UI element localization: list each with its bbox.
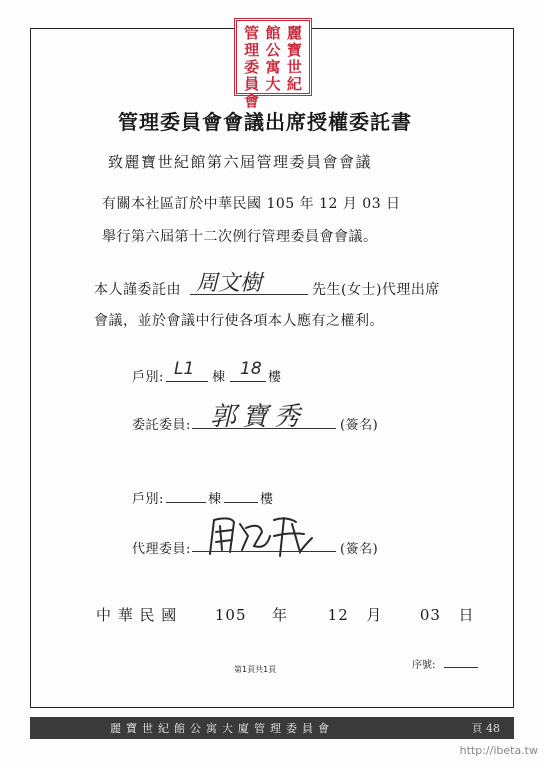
meeting-desc-line: 舉行第六屆第十二次例行管理委員會會議。: [102, 229, 378, 245]
proxy-name-underline: [190, 294, 308, 295]
grantor-floor-label: 樓: [268, 370, 282, 385]
proxy-floor-underline: [224, 502, 258, 503]
committee-seal: [234, 18, 312, 110]
meeting-date-line: 有關本社區訂於中華民國 105 年 12 月 03 日: [102, 196, 401, 212]
seal-column-1: 麗 寶 世 紀: [286, 24, 302, 93]
seal-column-2: 館 公 寓 大: [265, 24, 281, 93]
proxy-name-handwritten: 周文樹: [196, 271, 263, 296]
document-title: 管理委員會會議出席授權委託書: [118, 110, 412, 134]
grantor-building-underline: [166, 381, 208, 382]
date-month: 12: [327, 606, 349, 624]
grantor-signature-underline: [192, 428, 336, 429]
grantor-building-value: L1: [174, 359, 195, 379]
date-year: 105: [214, 606, 247, 624]
grantor-floor-value: 18: [240, 359, 262, 379]
serial-underline: [444, 667, 478, 668]
grantor-signature: 郭寶秀: [210, 402, 307, 432]
grantor-sign-label: (簽名): [340, 418, 379, 433]
proxy-building-underline: [166, 502, 206, 503]
serial-label: 序號:: [412, 660, 436, 671]
proxy-signature: [200, 506, 330, 566]
footer-page-number: 頁 48: [471, 722, 500, 735]
grantor-member-label: 委託委員:: [132, 418, 191, 433]
watermark: http://ibeta.tw: [459, 744, 538, 757]
footer-title: 麗寶世紀館公寓大廈管理委員會: [110, 722, 334, 735]
proxy-signature-underline: [192, 551, 336, 552]
addressee: 致麗寶世紀館第六屆管理委員會會議: [108, 153, 373, 171]
proxy-member-label: 代理委員:: [132, 542, 191, 557]
seal-column-3: 管 理 委 員 會: [244, 24, 260, 110]
grantor-floor-underline: [230, 381, 266, 382]
proxy-sign-label: (簽名): [340, 542, 379, 557]
page-indicator: 第1頁共1頁: [234, 665, 277, 674]
grantor-building-label: 棟: [212, 370, 226, 385]
date-month-label: 月: [366, 606, 383, 624]
proxy-unit-label: 戶別:: [132, 492, 164, 507]
signing-date: [96, 604, 475, 625]
date-day: 03: [419, 606, 441, 624]
proxy-building-label: 棟: [208, 492, 222, 507]
proxy-floor-label: 樓: [260, 492, 274, 507]
delegation-rights: 會議，並於會議中行使各項本人應有之權利。: [94, 313, 384, 329]
footer-bar: [30, 717, 514, 739]
delegation-lead: 本人謹委託由: [94, 282, 181, 298]
grantor-unit-label: 戶別:: [132, 370, 164, 385]
date-day-label: 日: [458, 606, 475, 624]
date-prefix: 中 華 民 國: [96, 606, 178, 624]
delegation-tail: 先生(女士)代理出席: [312, 282, 440, 298]
date-year-label: 年: [272, 606, 289, 624]
